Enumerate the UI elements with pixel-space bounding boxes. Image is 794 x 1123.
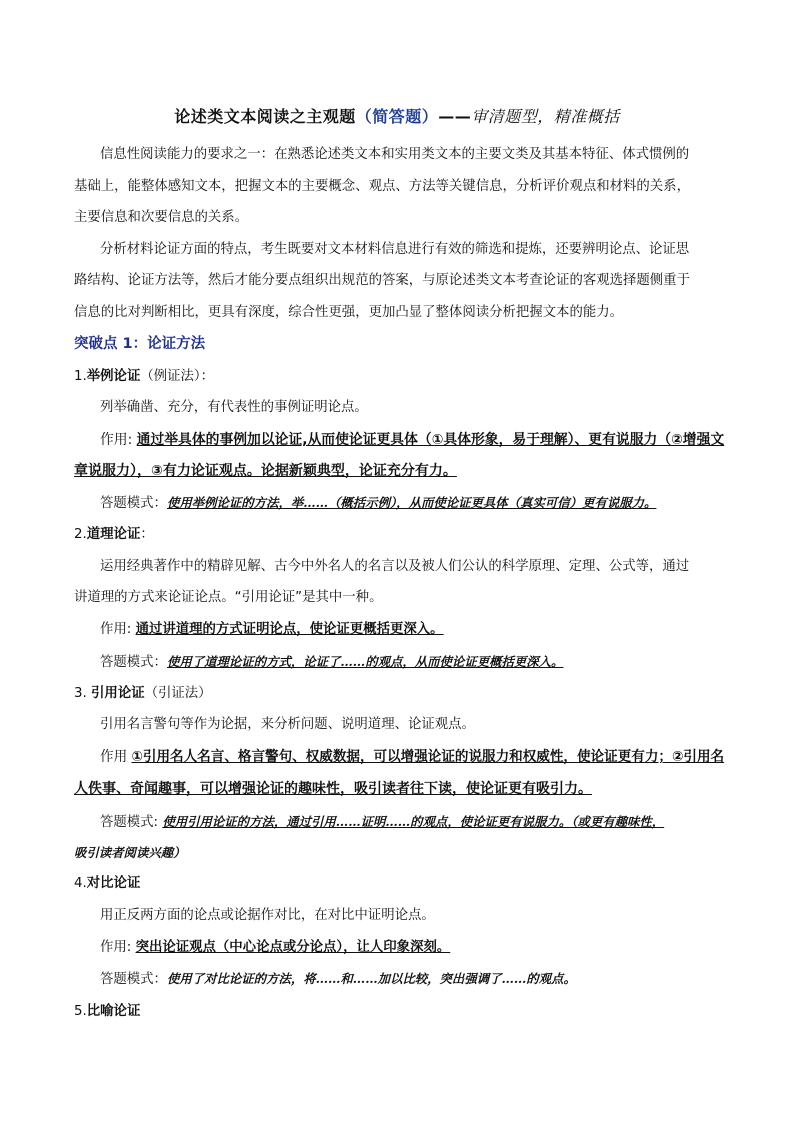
method4-effect bbox=[100, 938, 450, 958]
method4-mode-text: 使用了对比论证的方法，将……和……加以比较，突出强调了……的观点。 bbox=[166, 971, 576, 986]
title-main: 论述类文本阅读之主观题 bbox=[174, 107, 356, 126]
method1-effect-text2: 章说服力），③有力论证观点。论据新颖典型，论证充分有力。 bbox=[74, 463, 457, 479]
method4-desc: 用正反两方面的论点或论据作对比，在对比中证明论点。 bbox=[100, 908, 435, 923]
method5-num: 5. bbox=[74, 1004, 87, 1019]
method1-name: 举例论证 bbox=[86, 369, 141, 384]
method4-heading bbox=[74, 874, 140, 894]
method2-name: 道理论证 bbox=[86, 527, 141, 542]
method2-heading bbox=[74, 525, 154, 545]
method1-effect-line1 bbox=[100, 430, 724, 450]
method4-mode-label: 答题模式： bbox=[100, 972, 167, 987]
method2-mode-label: 答题模式： bbox=[100, 655, 167, 670]
method2-effect-label: 作用: bbox=[100, 622, 136, 637]
method4-effect-text: 突出论证观点（中心论点或分论点），让人印象深刻。 bbox=[135, 940, 451, 955]
method1-desc: 列举确凿、充分，有代表性的事例证明论点。 bbox=[100, 400, 368, 415]
section-heading: 突破点 1：论证方法 bbox=[74, 336, 206, 352]
intro-p1-line2: 基础上，能整体感知文本，把握文本的主要概念、观点、方法等关键信息，分析评价观点和材料的关系， bbox=[74, 179, 690, 194]
method1-effect-line2 bbox=[74, 461, 457, 481]
method1-mode-label: 答题模式： bbox=[100, 496, 167, 511]
method3-mode-line2 bbox=[74, 843, 186, 864]
method3-name: 引用论证 bbox=[91, 686, 145, 701]
method1-num: 1. bbox=[74, 369, 87, 384]
method4-effect-label: 作用: bbox=[100, 940, 136, 955]
page-title bbox=[0, 104, 794, 127]
method2-alias: ： bbox=[140, 527, 154, 542]
method3-heading bbox=[74, 684, 212, 704]
method3-mode-label: 答题模式: bbox=[100, 815, 163, 830]
method3-effect-text2: 人佚事、奇闻趣事，可以增强论证的趣味性，吸引读者往下读，使论证更有吸引力。 bbox=[74, 781, 592, 797]
intro-p2-line2: 路结构、论证方法等，然后才能分要点组织出规范的答案，与原论述类文本考查论证的客观选择题侧重于 bbox=[74, 273, 690, 288]
method1-mode bbox=[100, 493, 656, 514]
method3-effect-line1 bbox=[100, 747, 724, 767]
title-paren: （简答题） bbox=[355, 107, 439, 126]
method3-alias: （引证法） bbox=[144, 686, 212, 701]
method1-mode-text: 使用举例论证的方法，举……（概括示例），从而使论证更具体（真实可信）更有说服力。 bbox=[166, 495, 657, 510]
method2-desc-line2: 讲道理的方式来论证论点。“引用论证”是其中一种。 bbox=[74, 590, 383, 605]
method5-name: 比喻论证 bbox=[86, 1004, 141, 1019]
method3-effect-line2 bbox=[74, 779, 592, 799]
method3-effect-text1: ①引用名人名言、格言警句、权威数据，可以增强论证的说服力和权威性，使论证更有力；②引用名 bbox=[131, 749, 725, 765]
method2-mode bbox=[100, 652, 563, 673]
method5-heading bbox=[74, 1002, 140, 1022]
title-tail: 审清题型，精准概括 bbox=[471, 107, 620, 126]
intro-p2-line1: 分析材料论证方面的特点，考生既要对文本材料信息进行有效的筛选和提炼，还要辨明论点、论证思 bbox=[100, 242, 690, 257]
method2-desc-line1: 运用经典著作中的精辟见解、古今中外名人的名言以及被人们公认的科学原理、定理、公式等，通过 bbox=[100, 559, 690, 574]
method3-mode-line1 bbox=[100, 812, 664, 833]
method2-mode-text: 使用了道理论证的方式，论证了……的观点，从而使论证更概括更深入。 bbox=[166, 654, 564, 669]
title-dash: —— bbox=[438, 107, 472, 126]
method1-effect-text1: 通过举具体的事例加以论证,从而使论证更具体（①具体形象，易于理解）、更有说服力（②增强文 bbox=[136, 432, 725, 448]
intro-p1-line3: 主要信息和次要信息的关系。 bbox=[74, 210, 249, 225]
method4-mode bbox=[100, 969, 576, 990]
method3-desc: 引用名言警句等作为论据，来分析问题、说明道理、论证观点。 bbox=[100, 717, 475, 732]
method3-mode-text2: 吸引读者阅读兴趣） bbox=[74, 845, 186, 860]
method3-mode-text1: 使用引用论证的方法，通过引用……证明……的观点，使论证更有说服力。（或更有趣味性， bbox=[162, 814, 665, 829]
method1-heading bbox=[74, 367, 214, 387]
intro-p1-line1: 信息性阅读能力的要求之一：在熟悉论述类文本和实用类文本的主要文类及其基本特征、体式惯例的 bbox=[100, 147, 690, 162]
method4-name: 对比论证 bbox=[86, 876, 141, 891]
method3-effect-label: 作用 bbox=[100, 749, 132, 765]
method2-num: 2. bbox=[74, 527, 87, 542]
method2-effect bbox=[100, 620, 444, 640]
method1-alias: （例证法）： bbox=[140, 369, 214, 384]
method2-effect-text: 通过讲道理的方式证明论点，使论证更概括更深入。 bbox=[135, 622, 444, 637]
method3-num: 3. bbox=[74, 686, 92, 701]
intro-p2-line3: 信息的比对判断相比，更具有深度，综合性更强，更加凸显了整体阅读分析把握文本的能力。 bbox=[74, 305, 624, 320]
method1-effect-label: 作用: bbox=[100, 432, 137, 448]
method4-num: 4. bbox=[74, 876, 87, 891]
